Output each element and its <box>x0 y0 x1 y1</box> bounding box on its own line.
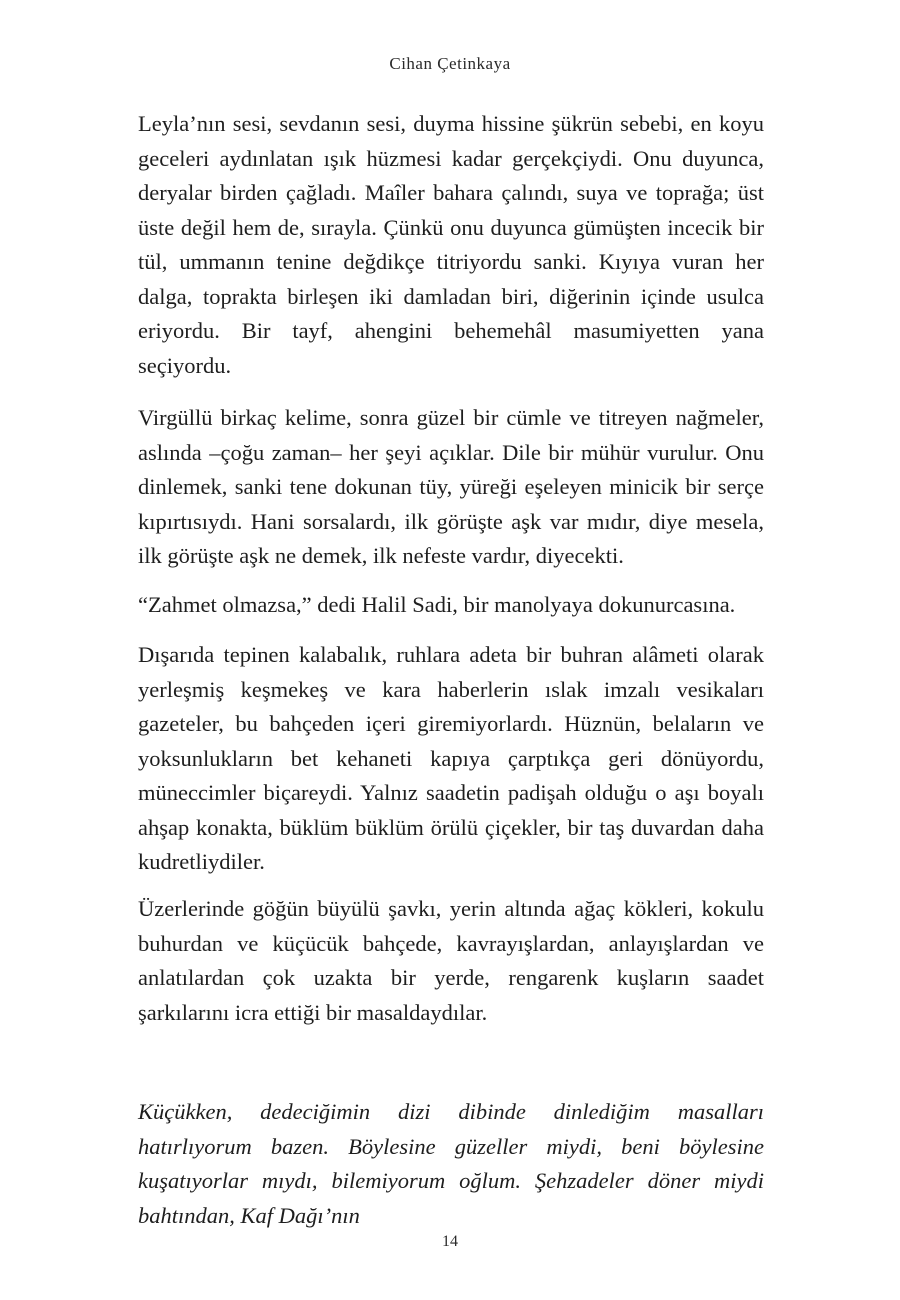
paragraph-5: Üzerlerinde göğün büyülü şavkı, yerin altında ağaç kökleri, kokulu buhurdan ve küçücük bahçede, kavrayışlardan, anlayışlardan ve anlatılardan çok uzakta bir yerde, rengarenk kuşların saadet şarkılarını icra ettiği bir masaldaydılar. <box>138 896 764 1025</box>
running-header-author: Cihan Çetinkaya <box>389 54 511 73</box>
paragraph-4: Dışarıda tepinen kalabalık, ruhlara adeta bir buhran alâmeti olarak yerleşmiş keşmekeş ve kara haberlerin ıslak imzalı vesikaları gazeteler, bu bahçeden içeri giremiyorlardı. Hüznün, belaların ve yoksunlukların bet kehaneti kapıya çarptıkça geri dönüyordu, müneccimler biçareydi. Yalnız saadetin padişah olduğu o aşı boyalı ahşap konakta, büklüm büklüm örülü çiçekler, bir taş duvardan daha kudretliydiler. <box>138 642 764 874</box>
paragraph-2: Virgüllü birkaç kelime, sonra güzel bir cümle ve titreyen nağmeler, aslında –çoğu zaman– her şeyi açıklar. Dile bir mühür vurulur. Onu dinlemek, sanki tene dokunan tüy, yüreği eşeleyen minicik bir serçe kıpırtısıydı. Hani sorsalardı, ilk görüşte aşk var mıdır, diye mesela, ilk görüşte aşk ne demek, ilk nefeste vardır, diyecekti. <box>138 405 764 568</box>
paragraph-3-dialogue: “Zahmet olmazsa,” dedi Halil Sadi, bir manolyaya dokunurcasına. <box>138 592 736 617</box>
paragraph-1: Leyla’nın sesi, sevdanın sesi, duyma hissine şükrün sebebi, en koyu geceleri aydınlatan ışık hüzmesi kadar gerçekçiydi. Onu duyunca, deryalar birden çağladı. Maîler bahara çalındı, suya ve toprağa; üst üste değil hem de, sırayla. Çünkü onu duyunca gümüşten incecik bir tül, ummanın tenine değdikçe titriyordu sanki. Kıyıya vuran her dalga, toprakta birleşen iki damladan biri, diğerinin içinde usulca eriyordu. Bir tayf, ahengini behemehâl masumiyetten yana seçiyordu. <box>138 111 764 378</box>
page-number: 14 <box>442 1233 458 1250</box>
italic-passage: Küçükken, dedeciğimin dizi dibinde dinlediğim masalları hatırlıyorum bazen. Böylesine güzeller miydi, beni böylesine kuşatıyorlar mıydı, bilemiyorum oğlum. Şehzadeler döner miydi bahtından, Kaf Dağı’nın <box>138 1099 764 1228</box>
